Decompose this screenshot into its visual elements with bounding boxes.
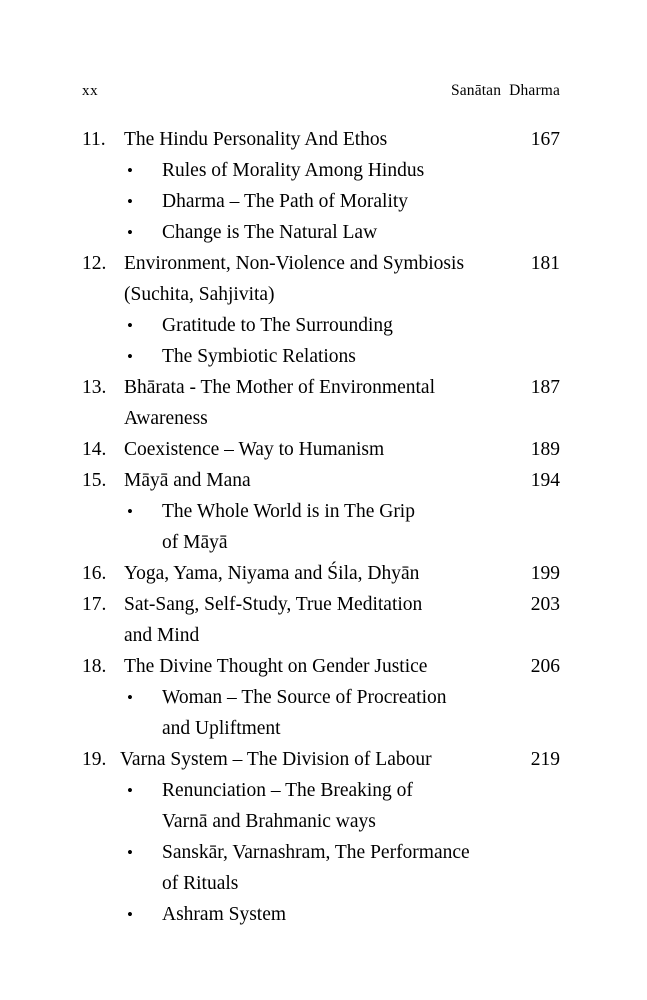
toc-chapter-number: 13. (82, 377, 107, 398)
toc-subentry-text (162, 186, 560, 217)
toc-chapter-row[interactable] (82, 465, 560, 496)
toc-chapter-number: 19. (82, 749, 107, 770)
toc-chapter-title (124, 589, 516, 651)
toc-subentry-text-continuation: of Rituals (162, 873, 239, 894)
toc-chapter-title (124, 651, 516, 682)
toc-chapter-row[interactable] (82, 124, 560, 155)
toc-subentry-text (162, 682, 560, 744)
toc-subentry-text (162, 837, 560, 899)
toc-chapter-row[interactable] (82, 558, 560, 589)
toc-subentry-text-line: Gratitude to The Surrounding (162, 315, 393, 336)
toc-subentry-row[interactable] (82, 496, 560, 558)
toc-entry[interactable] (82, 248, 560, 372)
toc-subentry-text-line: Ashram System (162, 904, 287, 925)
toc-chapter-title-continuation: Awareness (124, 408, 208, 429)
toc-chapter-title-continuation: and Mind (124, 625, 200, 646)
toc-page-number: 203 (530, 594, 560, 615)
toc-subentry-text-continuation: and Upliftment (162, 718, 281, 739)
toc-entry[interactable] (82, 651, 560, 744)
toc-page-number: 199 (530, 563, 560, 584)
toc-page-number: 167 (530, 129, 560, 150)
toc-subentry-text (162, 155, 560, 186)
toc-chapter-title-line: Māyā and Mana (124, 470, 251, 491)
bullet-icon: • (127, 347, 133, 366)
toc-entry[interactable] (82, 589, 560, 651)
page-folio: xx (82, 83, 99, 99)
toc-page-number: 206 (530, 656, 560, 677)
toc-chapter-row[interactable] (82, 589, 560, 651)
running-head (82, 82, 560, 104)
toc-chapter-title-line: The Hindu Personality And Ethos (124, 129, 388, 150)
toc-page-number: 219 (530, 749, 560, 770)
toc-page-number: 189 (530, 439, 560, 460)
toc-subentry-text-line: Change is The Natural Law (162, 222, 378, 243)
toc-chapter-title (124, 434, 516, 465)
toc-chapter-number: 11. (82, 129, 106, 150)
toc-subentry-text-line: Sanskār, Varnashram, The Performance (162, 842, 470, 863)
toc-chapter-title-line: Environment, Non-Violence and Symbiosis (124, 253, 465, 274)
toc-chapter-row[interactable] (82, 744, 560, 775)
toc-subentry-text (162, 496, 560, 558)
toc-subentry-row[interactable] (82, 341, 560, 372)
toc-chapter-title (124, 465, 516, 496)
toc-subentry-row[interactable] (82, 155, 560, 186)
toc-chapter-title-line: Bhārata - The Mother of Environmental (124, 377, 436, 398)
bullet-icon: • (127, 192, 133, 211)
toc-chapter-title-line: The Divine Thought on Gender Justice (124, 656, 428, 677)
toc-subentry-text-line: Renunciation – The Breaking of (162, 780, 413, 801)
toc-subentry-text (162, 217, 560, 248)
toc-chapter-number: 16. (82, 563, 107, 584)
toc-chapter-title (124, 248, 516, 310)
toc-subentry-row[interactable] (82, 682, 560, 744)
toc-entry[interactable] (82, 558, 560, 589)
table-of-contents (82, 124, 560, 930)
toc-subentry-text (162, 341, 560, 372)
toc-entry[interactable] (82, 372, 560, 434)
toc-subentry-row[interactable] (82, 310, 560, 341)
toc-chapter-title (124, 124, 516, 155)
toc-chapter-number: 18. (82, 656, 107, 677)
toc-subentry-row[interactable] (82, 775, 560, 837)
bullet-icon: • (127, 688, 133, 707)
toc-subentry-text (162, 775, 560, 837)
running-title: Sanātan Dharma (451, 82, 560, 99)
toc-page-number: 181 (530, 253, 560, 274)
bullet-icon: • (127, 316, 133, 335)
toc-page-number: 194 (530, 470, 560, 491)
bullet-icon: • (127, 905, 133, 924)
toc-chapter-title-line: Varna System – The Division of Labour (120, 749, 432, 770)
toc-subentry-text (162, 899, 560, 930)
toc-subentry-text-line: The Symbiotic Relations (162, 346, 356, 367)
toc-chapter-title-line: Sat-Sang, Self-Study, True Meditation (124, 594, 423, 615)
toc-entry[interactable] (82, 124, 560, 248)
toc-chapter-title (124, 558, 516, 589)
toc-subentry-text-line: Rules of Morality Among Hindus (162, 160, 425, 181)
toc-subentry-text-continuation: Varnā and Brahmanic ways (162, 811, 376, 832)
toc-chapter-title-line: Coexistence – Way to Humanism (124, 439, 385, 460)
toc-chapter-row[interactable] (82, 434, 560, 465)
bullet-icon: • (127, 843, 133, 862)
bullet-icon: • (127, 161, 133, 180)
toc-subentry-row[interactable] (82, 217, 560, 248)
toc-subentry-text-line: The Whole World is in The Grip (162, 501, 415, 522)
toc-subentry-row[interactable] (82, 837, 560, 899)
toc-chapter-number: 12. (82, 253, 107, 274)
toc-chapter-number: 15. (82, 470, 107, 491)
bullet-icon: • (127, 502, 133, 521)
toc-subentry-text (162, 310, 560, 341)
toc-entry[interactable] (82, 434, 560, 465)
toc-chapter-title (120, 744, 516, 775)
toc-subentry-row[interactable] (82, 899, 560, 930)
toc-chapter-title (124, 372, 516, 434)
toc-subentry-text-line: Woman – The Source of Procreation (162, 687, 447, 708)
toc-chapter-number: 14. (82, 439, 107, 460)
toc-chapter-row[interactable] (82, 372, 560, 434)
toc-entry[interactable] (82, 465, 560, 558)
toc-page-number: 187 (530, 377, 560, 398)
toc-subentry-text-line: Dharma – The Path of Morality (162, 191, 409, 212)
bullet-icon: • (127, 781, 133, 800)
toc-entry[interactable] (82, 744, 560, 930)
toc-subentry-text-continuation: of Māyā (162, 532, 228, 553)
toc-chapter-row[interactable] (82, 248, 560, 310)
toc-chapter-title-line: Yoga, Yama, Niyama and Śila, Dhyān (124, 563, 420, 584)
toc-chapter-number: 17. (82, 594, 107, 615)
toc-chapter-title-continuation: (Suchita, Sahjivita) (124, 284, 275, 305)
bullet-icon: • (127, 223, 133, 242)
toc-chapter-row[interactable] (82, 651, 560, 682)
toc-subentry-row[interactable] (82, 186, 560, 217)
